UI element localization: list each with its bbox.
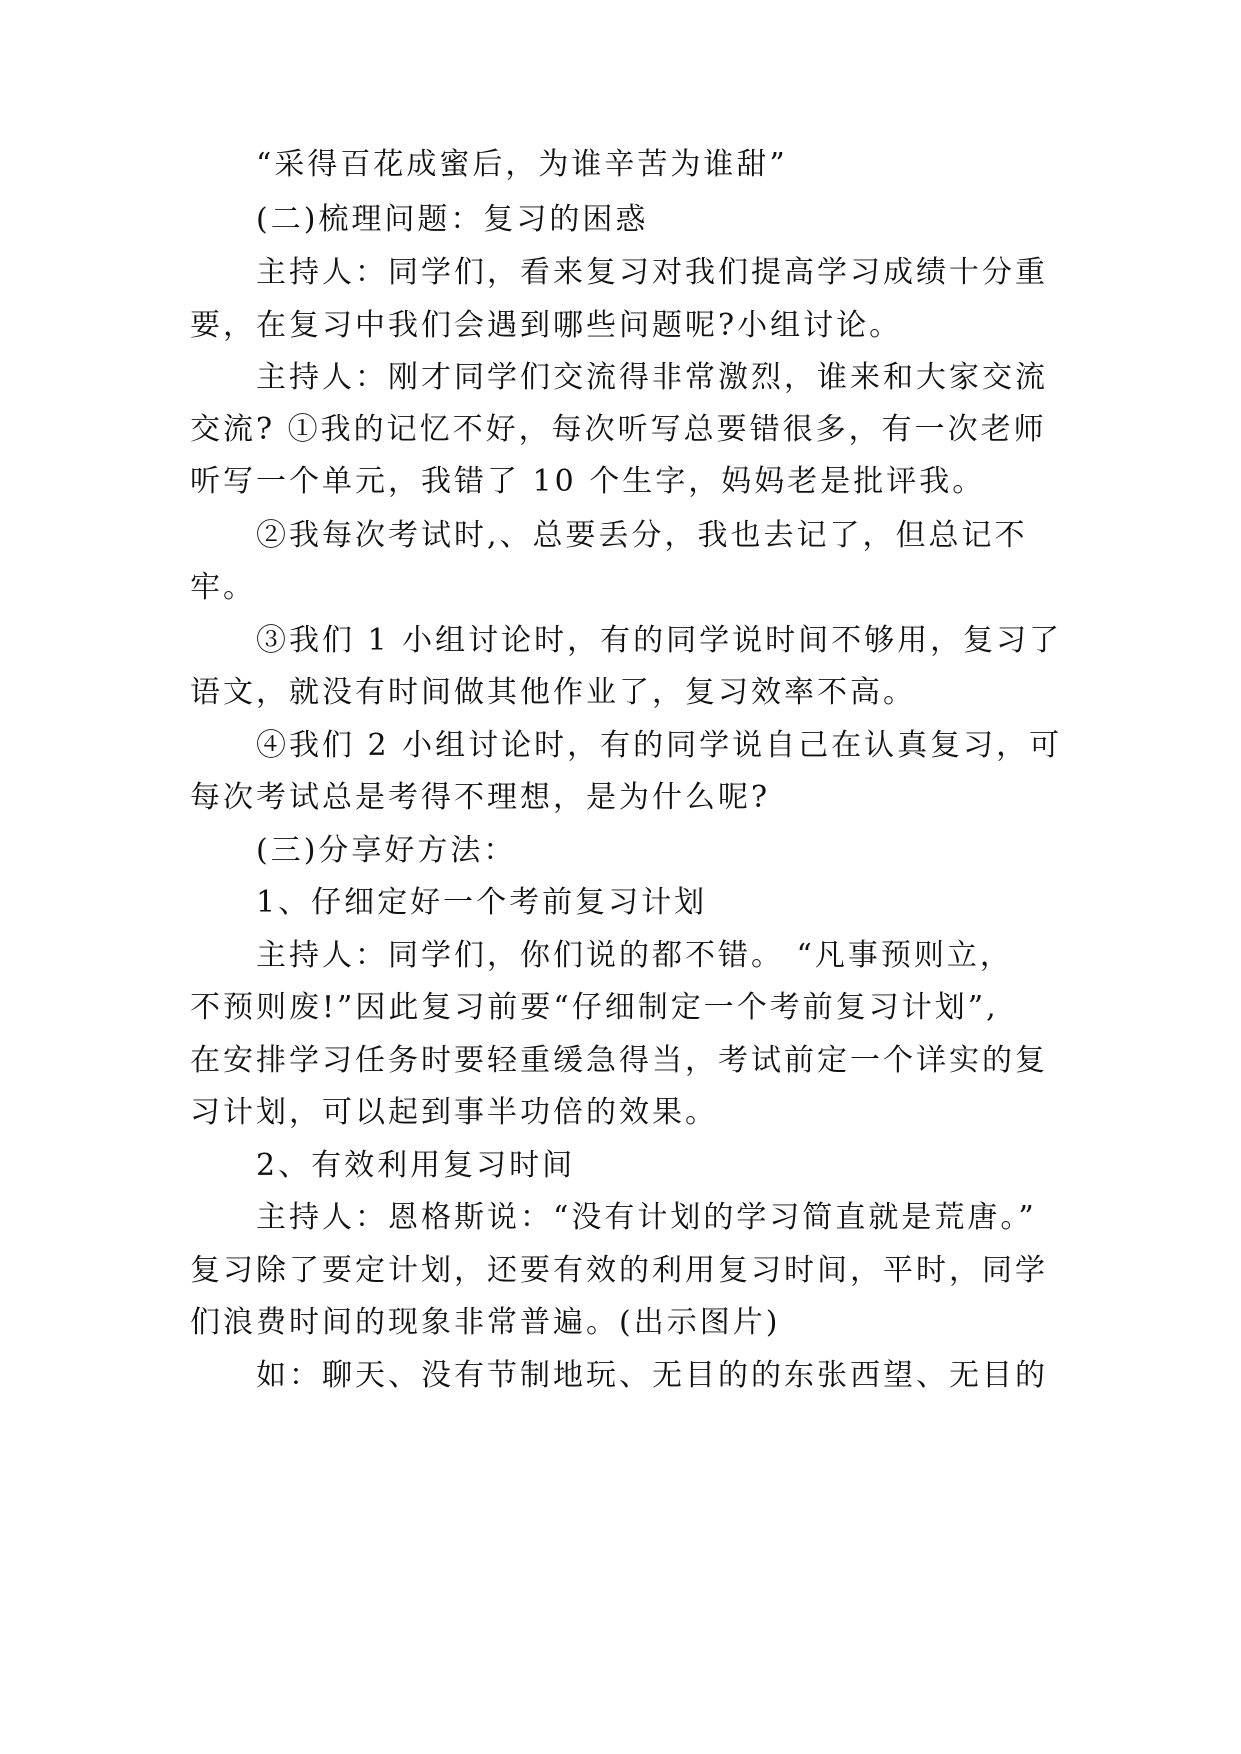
section-heading: (三)分享好方法： [256,833,517,868]
text-line: ④我们 2 小组讨论时，有的同学说自己在认真复习，可 [256,728,1063,763]
subheading: 1、仔细定好一个考前复习计划 [256,885,708,920]
text-line: 们浪费时间的现象非常普遍。(出示图片) [190,1305,781,1340]
text-line: ②我每次考试时,、总要丢分，我也去记了，但总记不 [256,518,1028,553]
text-line: 听写一个单元，我错了 10 个生字，妈妈老是批评我。 [190,464,986,499]
text-line: 主持人：恩格斯说：“没有计划的学习简直就是荒唐。” [256,1200,1037,1235]
subheading: 2、有效利用复习时间 [256,1148,576,1183]
text-line: 牢。 [190,570,256,605]
text-line: 不预则废!”因此复习前要“仔细制定一个考前复习计划”, [190,990,999,1025]
text-line: 在安排学习任务时要轻重缓急得当，考试前定一个详实的复 [190,1043,1048,1078]
text-line: 要，在复习中我们会遇到哪些问题呢?小组讨论。 [190,308,903,343]
text-line: 如：聊天、没有节制地玩、无目的的东张西望、无目的 [256,1358,1048,1393]
text-line: 主持人：同学们，你们说的都不错。 “凡事预则立， [256,938,1013,973]
text-line: 主持人：同学们，看来复习对我们提高学习成绩十分重 [256,255,1048,290]
text-line: 复习除了要定计划，还要有效的利用复习时间，平时，同学 [190,1253,1048,1288]
text-line: “采得百花成蜜后，为谁辛苦为谁甜” [256,147,788,182]
text-line: ③我们 1 小组讨论时，有的同学说时间不够用，复习了 [256,623,1063,658]
text-line: 交流? ①我的记忆不好，每次听写总要错很多，有一次老师 [190,412,1047,447]
text-line: 主持人：刚才同学们交流得非常激烈，谁来和大家交流 [256,360,1048,395]
text-line: 语文，就没有时间做其他作业了，复习效率不高。 [190,675,916,710]
section-heading: (二)梳理问题：复习的困惑 [256,202,649,237]
text-line: 习计划，可以起到事半功倍的效果。 [190,1095,718,1130]
text-line: 每次考试总是考得不理想，是为什么呢? [190,780,771,815]
